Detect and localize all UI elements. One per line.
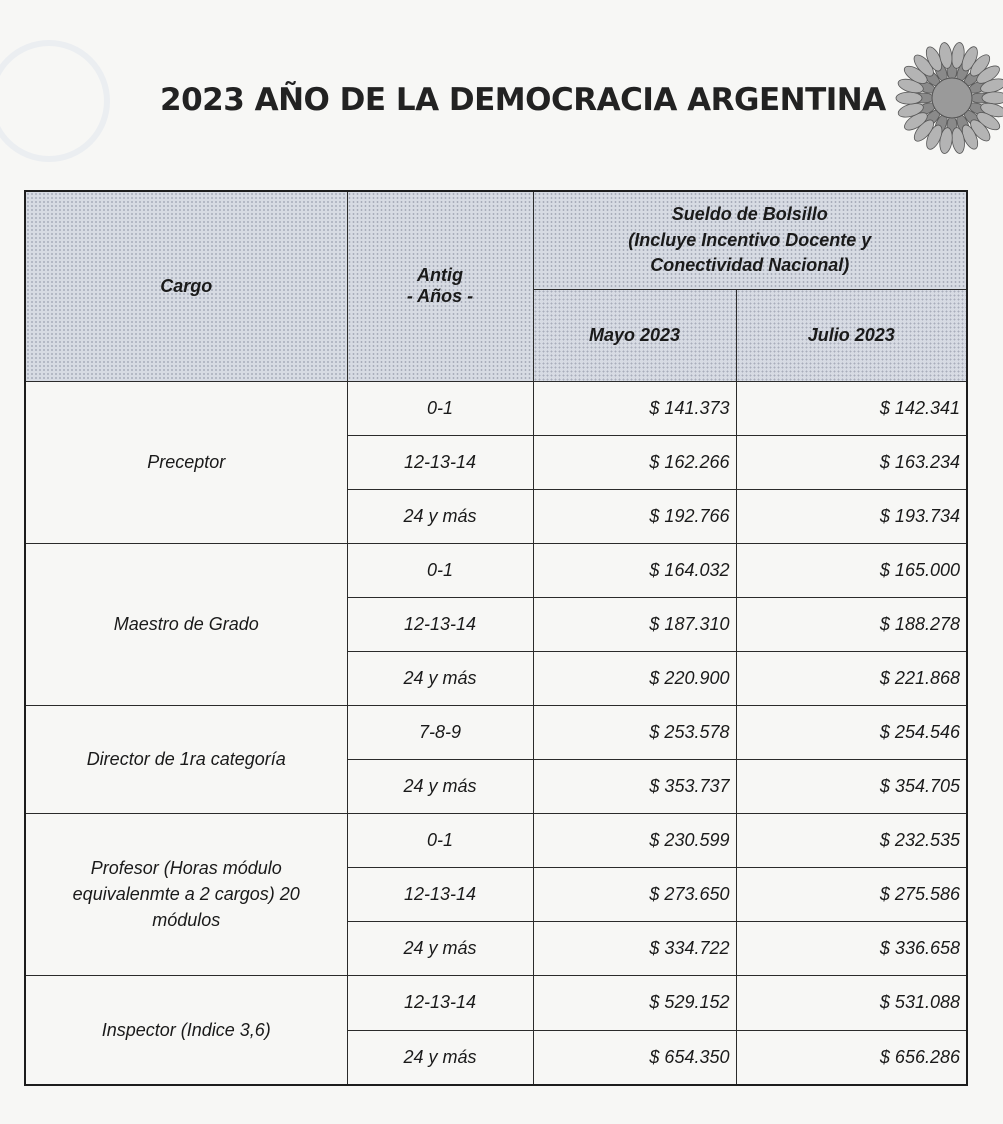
emblem-petal — [982, 92, 1003, 104]
mayo-cell: $ 273.650 — [533, 867, 736, 921]
mayo-cell: $ 164.032 — [533, 543, 736, 597]
julio-cell: $ 165.000 — [736, 543, 967, 597]
julio-cell: $ 142.341 — [736, 381, 967, 435]
antig-cell: 12-13-14 — [347, 597, 533, 651]
antig-cell: 24 y más — [347, 759, 533, 813]
page-title: 2023 AÑO DE LA DEMOCRACIA ARGENTINA — [160, 82, 886, 118]
table-row — [25, 381, 967, 435]
antig-cell: 7-8-9 — [347, 705, 533, 759]
table-row — [25, 975, 967, 1030]
cargo-line: Profesor (Horas módulo — [90, 857, 282, 878]
antig-cell: 0-1 — [347, 381, 533, 435]
mayo-cell: $ 230.599 — [533, 813, 736, 867]
julio-cell: $ 656.286 — [736, 1030, 967, 1085]
table-row — [25, 813, 967, 867]
julio-cell: $ 221.868 — [736, 651, 967, 705]
salary-table — [24, 190, 968, 1086]
julio-cell: $ 163.234 — [736, 435, 967, 489]
mayo-cell: $ 162.266 — [533, 435, 736, 489]
header-antig — [347, 191, 533, 381]
julio-cell: $ 354.705 — [736, 759, 967, 813]
faint-seal-watermark — [0, 40, 110, 162]
table-row — [25, 543, 967, 597]
julio-cell: $ 275.586 — [736, 867, 967, 921]
cargo-line: equivalenmte a 2 cargos) 20 — [72, 883, 300, 904]
julio-cell: $ 193.734 — [736, 489, 967, 543]
julio-cell: $ 188.278 — [736, 597, 967, 651]
header-julio: Julio 2023 — [736, 289, 967, 381]
cargo-cell: Preceptor — [25, 381, 347, 543]
mayo-cell: $ 187.310 — [533, 597, 736, 651]
header-sueldo-line3: Conectividad Nacional) — [650, 254, 850, 275]
header-mayo: Mayo 2023 — [533, 289, 736, 381]
antig-cell: 24 y más — [347, 651, 533, 705]
header-sueldo-line2: (Incluye Incentivo Docente y — [628, 229, 872, 250]
mayo-cell: $ 253.578 — [533, 705, 736, 759]
cargo-cell — [25, 813, 347, 975]
antig-cell: 0-1 — [347, 813, 533, 867]
julio-cell: $ 336.658 — [736, 921, 967, 975]
mayo-cell: $ 192.766 — [533, 489, 736, 543]
mayo-cell: $ 654.350 — [533, 1030, 736, 1085]
emblem-center — [932, 78, 972, 118]
cargo-cell: Maestro de Grado — [25, 543, 347, 705]
header-sueldo — [533, 191, 967, 289]
header-cargo: Cargo — [25, 191, 347, 381]
header-antig-line1: Antig — [417, 265, 463, 286]
mayo-cell: $ 334.722 — [533, 921, 736, 975]
table-row — [25, 705, 967, 759]
header-antig-line2: - Años - — [406, 286, 474, 307]
antig-cell: 12-13-14 — [347, 975, 533, 1030]
julio-cell: $ 531.088 — [736, 975, 967, 1030]
julio-cell: $ 254.546 — [736, 705, 967, 759]
antig-cell: 12-13-14 — [347, 435, 533, 489]
antig-cell: 24 y más — [347, 489, 533, 543]
mayo-cell: $ 529.152 — [533, 975, 736, 1030]
cargo-line: módulos — [152, 910, 221, 931]
sun-flower-emblem-icon — [882, 18, 1003, 178]
header-sueldo-line1: Sueldo de Bolsillo — [671, 204, 828, 225]
antig-cell: 0-1 — [347, 543, 533, 597]
antig-cell: 24 y más — [347, 921, 533, 975]
emblem-petal — [896, 92, 922, 104]
cargo-cell: Director de 1ra categoría — [25, 705, 347, 813]
mayo-cell: $ 220.900 — [533, 651, 736, 705]
julio-cell: $ 232.535 — [736, 813, 967, 867]
cargo-cell: Inspector (Indice 3,6) — [25, 975, 347, 1085]
antig-cell: 24 y más — [347, 1030, 533, 1085]
mayo-cell: $ 353.737 — [533, 759, 736, 813]
antig-cell: 12-13-14 — [347, 867, 533, 921]
mayo-cell: $ 141.373 — [533, 381, 736, 435]
